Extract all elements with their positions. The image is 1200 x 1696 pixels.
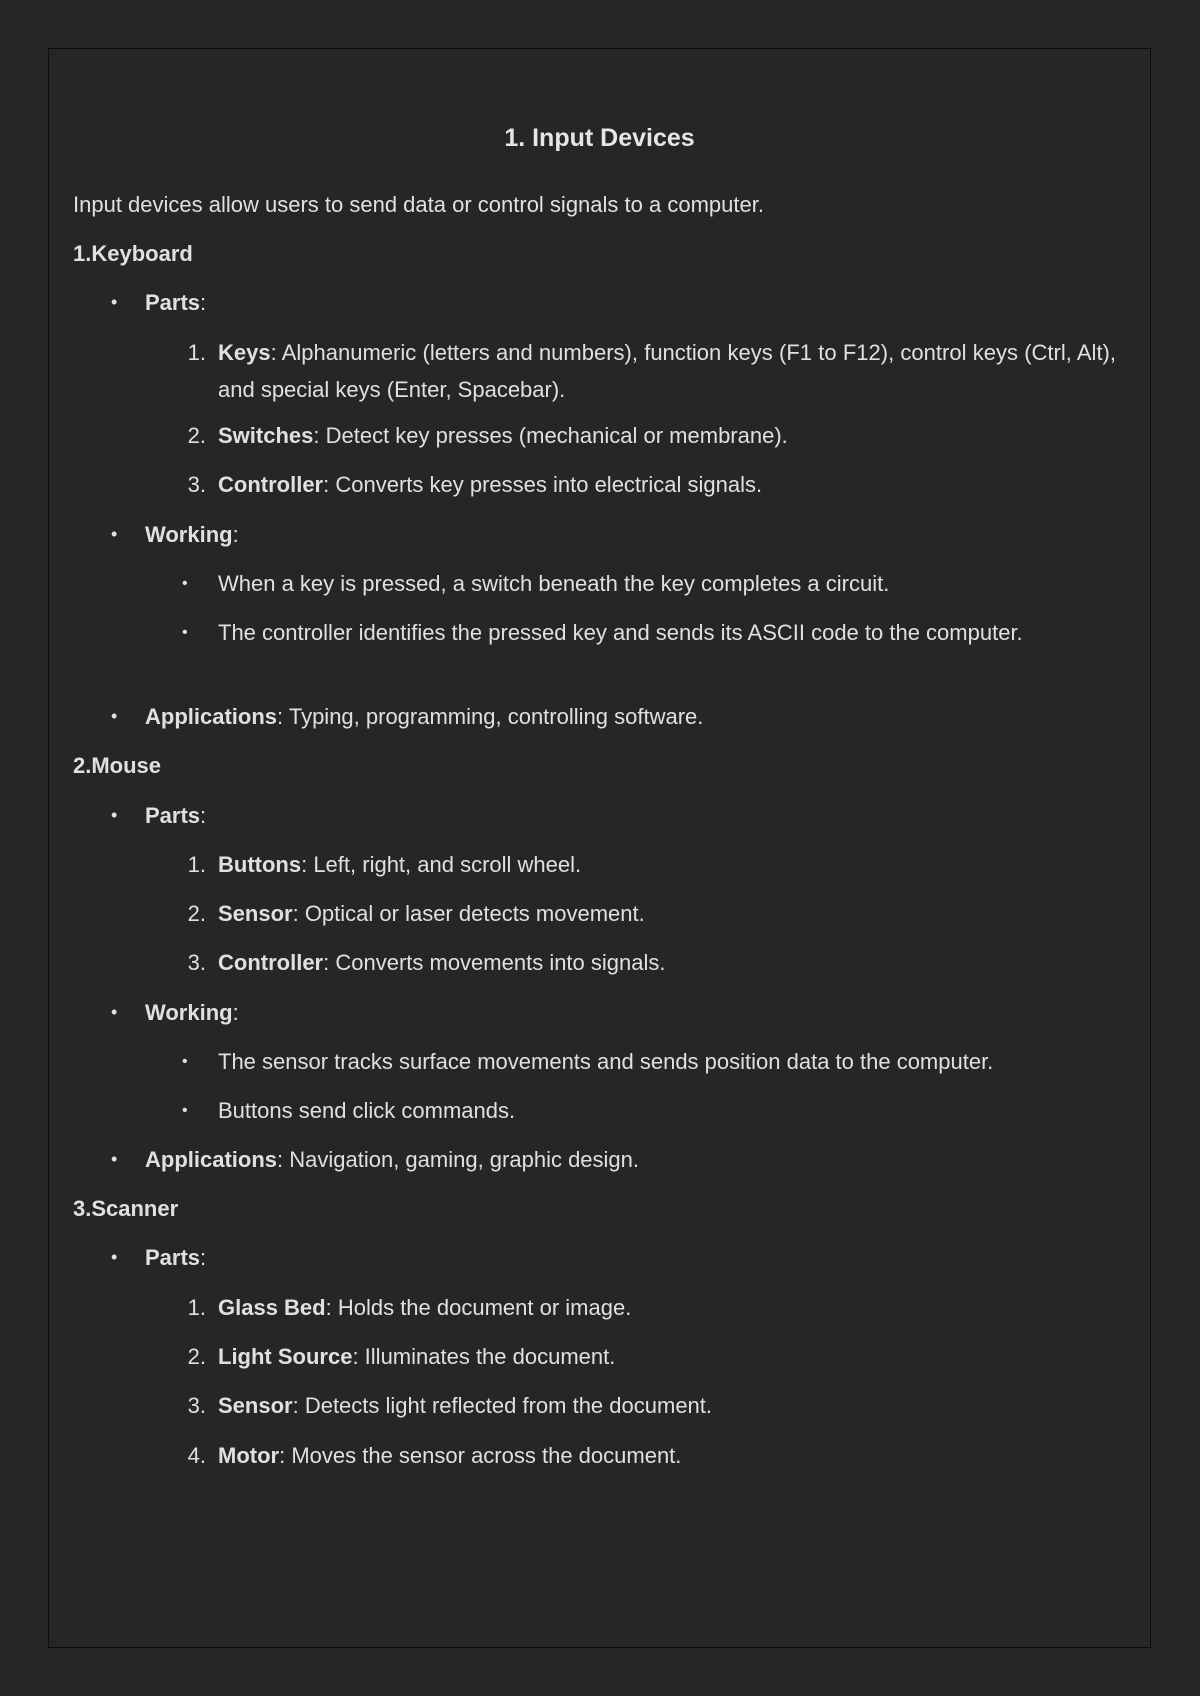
parts-label: Parts [145, 1245, 201, 1270]
item-number: 2. [187, 901, 206, 926]
applications-label: Applications [145, 704, 278, 729]
bullet-marker: • [111, 1002, 118, 1022]
section-heading: 3.Scanner [73, 1196, 179, 1221]
item-number: 2. [187, 1344, 206, 1369]
document-title: 1. Input Devices [504, 124, 695, 152]
bullet-marker: • [182, 1053, 188, 1070]
colon: : [232, 1000, 239, 1025]
bullet-marker: • [182, 1102, 188, 1119]
colon: : [200, 1245, 207, 1270]
parts-label: Parts [145, 803, 201, 828]
bullet-marker: • [111, 524, 118, 544]
bullet-marker: • [111, 706, 118, 726]
item-desc: : Left, right, and scroll wheel. [301, 852, 582, 877]
section-heading: 1.Keyboard [73, 241, 193, 266]
item-number: 3. [187, 472, 206, 497]
item-number: 1. [187, 340, 206, 365]
item-number: 3. [187, 950, 206, 975]
document-page [48, 48, 1151, 1648]
item-desc: : Detects light reflected from the document. [292, 1393, 713, 1418]
item-text: When a key is pressed, a switch beneath the key completes a circuit. [218, 571, 890, 596]
bullet-marker: • [111, 1247, 118, 1267]
applications-text: : Typing, programming, controlling software. [277, 704, 704, 729]
bullet-marker: • [111, 292, 118, 312]
item-term: Switches [218, 423, 314, 448]
item-number: 1. [187, 1295, 206, 1320]
item-term: Keys [218, 340, 271, 365]
item-number: 4. [187, 1443, 206, 1468]
bullet-marker: • [182, 575, 188, 592]
item-desc: : Converts movements into signals. [323, 950, 666, 975]
working-label: Working [145, 1000, 233, 1025]
item-term: Light Source [218, 1344, 353, 1369]
parts-label: Parts [145, 290, 201, 315]
intro-paragraph: Input devices allow users to send data or control signals to a computer. [73, 192, 764, 217]
item-term: Buttons [218, 852, 302, 877]
item-text: The sensor tracks surface movements and sends position data to the computer. [218, 1049, 994, 1074]
item-number: 2. [187, 423, 206, 448]
bullet-marker: • [111, 805, 118, 825]
colon: : [200, 290, 207, 315]
item-term: Sensor [218, 1393, 293, 1418]
item-number: 1. [187, 852, 206, 877]
colon: : [232, 522, 239, 547]
item-term: Glass Bed [218, 1295, 326, 1320]
item-text: Buttons send click commands. [218, 1098, 516, 1123]
working-label: Working [145, 522, 233, 547]
item-desc: : Alphanumeric (letters and numbers), function keys (F1 to F12), control keys (Ctrl, Alt), and special keys (Enter, Spacebar). [218, 340, 1116, 402]
item-desc: : Holds the document or image. [325, 1295, 632, 1320]
item-term: Controller [218, 950, 324, 975]
applications-text: : Navigation, gaming, graphic design. [277, 1147, 640, 1172]
colon: : [200, 803, 207, 828]
applications-label: Applications [145, 1147, 278, 1172]
item-desc: : Moves the sensor across the document. [279, 1443, 682, 1468]
item-desc: : Optical or laser detects movement. [292, 901, 645, 926]
section-heading: 2.Mouse [73, 753, 162, 778]
item-term: Controller [218, 472, 324, 497]
item-text: The controller identifies the pressed key and sends its ASCII code to the computer. [218, 620, 1023, 645]
item-desc: : Illuminates the document. [352, 1344, 616, 1369]
item-number: 3. [187, 1393, 206, 1418]
bullet-marker: • [182, 624, 188, 641]
item-term: Sensor [218, 901, 293, 926]
item-term: Motor [218, 1443, 280, 1468]
item-desc: : Converts key presses into electrical signals. [323, 472, 763, 497]
bullet-marker: • [111, 1149, 118, 1169]
item-desc: : Detect key presses (mechanical or membrane). [313, 423, 788, 448]
